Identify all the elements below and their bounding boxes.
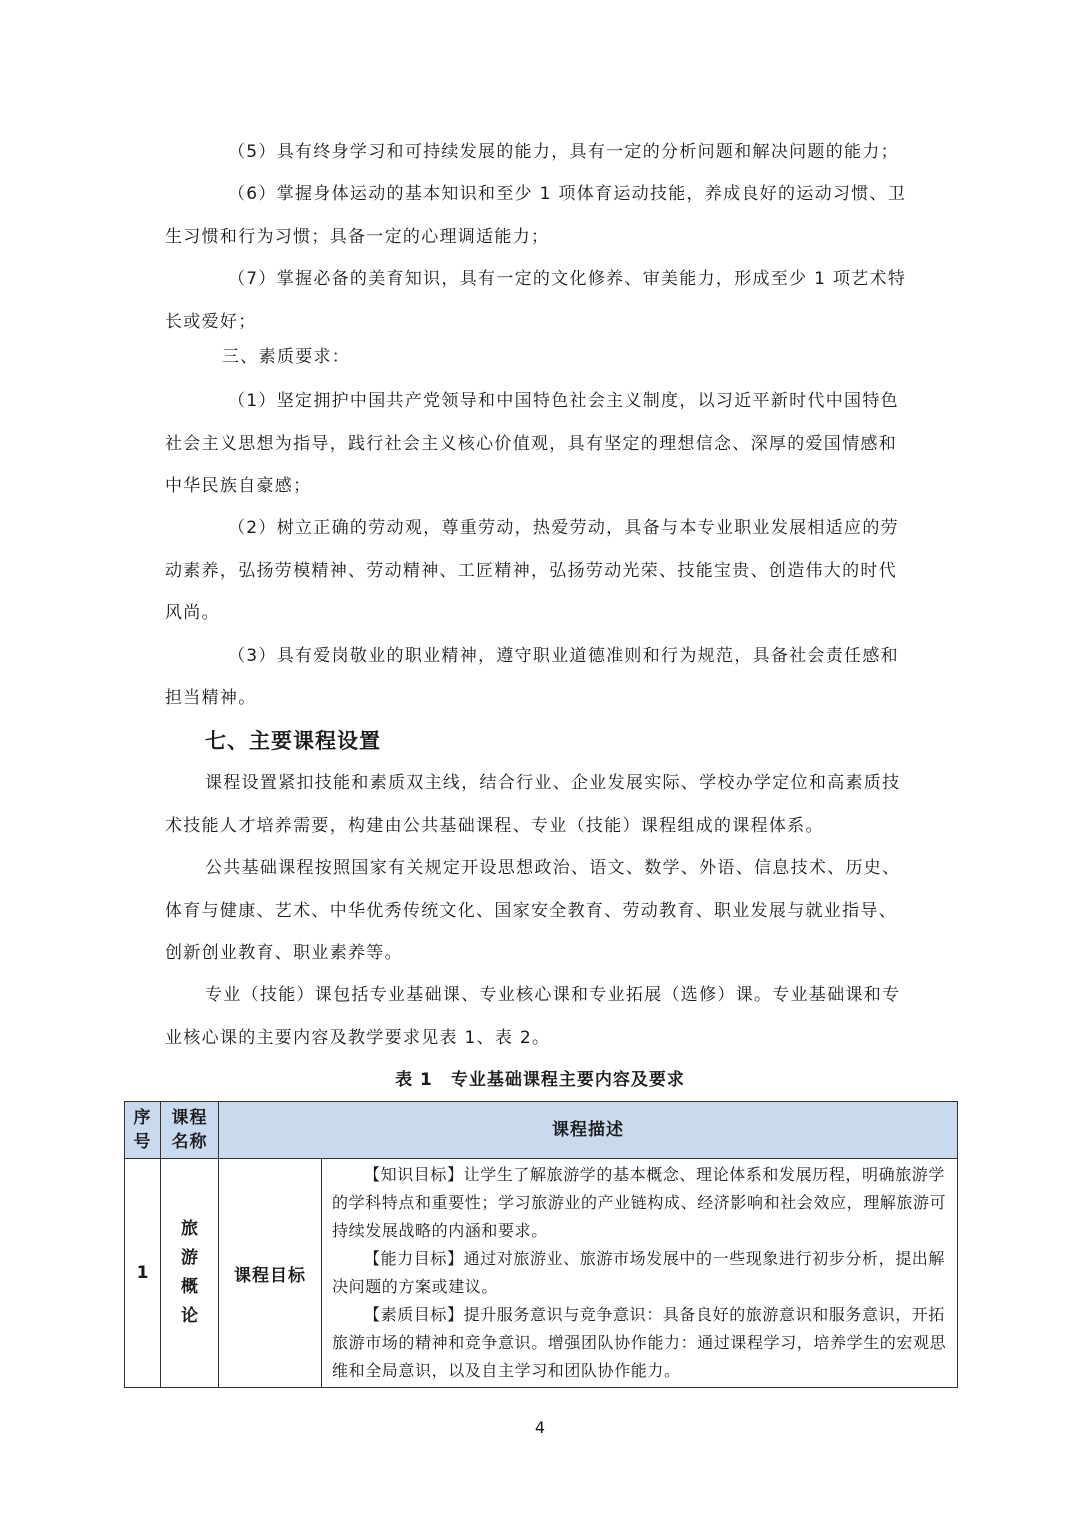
body-line: （3）具有爱岗敬业的职业精神，遵守职业道德准则和行为规范，具备社会责任感和 xyxy=(228,646,899,666)
body-line: 中华民族自豪感； xyxy=(165,476,312,496)
header-name-line1: 课程 xyxy=(171,1108,208,1128)
body-line: 风尚。 xyxy=(165,603,220,623)
body-line: 生习惯和行为习惯；具备一定的心理调适能力； xyxy=(165,227,550,247)
body-line: （1）坚定拥护中国共产党领导和中国特色社会主义制度，以习近平新时代中国特色 xyxy=(228,391,899,411)
header-seq-line2: 号 xyxy=(133,1132,152,1152)
row-label: 课程目标 xyxy=(219,1159,322,1388)
table-caption: 表 1 专业基础课程主要内容及要求 xyxy=(395,1070,685,1090)
body-line: （2）树立正确的劳动观，尊重劳动，热爱劳动，具备与本专业职业发展相适应的劳 xyxy=(228,518,899,538)
row-seq: 1 xyxy=(125,1159,161,1388)
quality-objective: 【素质目标】提升服务意识与竞争意识：具备良好的旅游意识和服务意识，开拓旅游市场的精神和竞争意识。增强团队协作能力：通过课程学习，培养学生的宏观思维和全局意识，以及自主学习和团队协作能力。 xyxy=(332,1305,947,1380)
body-line: 长或爱好； xyxy=(165,312,257,332)
knowledge-objective: 【知识目标】让学生了解旅游学的基本概念、理论体系和发展历程，明确旅游学的学科特点和重要性；学习旅游业的产业链构成、经济影响和社会效应，理解旅游可持续发展战略的内涵和要求。 xyxy=(332,1165,947,1240)
body-line: 术技能人才培养需要，构建由公共基础课程、专业（技能）课程组成的课程体系。 xyxy=(165,816,824,836)
section-heading: 七、主要课程设置 xyxy=(205,729,381,753)
row-course-name xyxy=(161,1159,219,1388)
body-line: 公共基础课程按照国家有关规定开设思想政治、语文、数学、外语、信息技术、历史、 xyxy=(205,858,901,878)
body-line: 体育与健康、艺术、中华优秀传统文化、国家安全教育、劳动教育、职业发展与就业指导、 xyxy=(165,901,897,921)
header-course-name xyxy=(161,1102,219,1159)
body-line: （5）具有终身学习和可持续发展的能力，具有一定的分析问题和解决问题的能力； xyxy=(228,142,899,162)
body-line: 业核心课的主要内容及教学要求见表 1、表 2。 xyxy=(165,1028,551,1048)
header-name-line2: 名称 xyxy=(171,1132,208,1152)
body-line: （6）掌握身体运动的基本知识和至少 1 项体育运动技能，养成良好的运动习惯、卫 xyxy=(228,184,907,204)
body-line: 创新创业教育、职业素养等。 xyxy=(165,943,403,963)
header-seq xyxy=(125,1102,161,1159)
row-description xyxy=(322,1159,958,1388)
course-name-char: 论 xyxy=(181,1306,198,1326)
body-line: 社会主义思想为指导，践行社会主义核心价值观，具有坚定的理想信念、深厚的爱国情感和 xyxy=(165,434,897,454)
course-name-char: 游 xyxy=(181,1248,198,1268)
body-line: 专业（技能）课包括专业基础课、专业核心课和专业拓展（选修）课。专业基础课和专 xyxy=(205,985,901,1005)
body-line: （7）掌握必备的美育知识，具有一定的文化修养、审美能力，形成至少 1 项艺术特 xyxy=(228,269,907,289)
header-seq-line1: 序 xyxy=(133,1108,152,1128)
course-name-char: 概 xyxy=(181,1277,198,1297)
header-description: 课程描述 xyxy=(219,1102,958,1159)
ability-objective: 【能力目标】通过对旅游业、旅游市场发展中的一些现象进行初步分析，提出解决问题的方案或建议。 xyxy=(332,1249,946,1296)
subsection-heading: 三、素质要求： xyxy=(222,347,351,367)
course-name-char: 旅 xyxy=(181,1219,198,1239)
page-number: 4 xyxy=(534,1418,546,1437)
body-line: 课程设置紧扣技能和素质双主线，结合行业、企业发展实际、学校办学定位和高素质技 xyxy=(205,773,901,793)
body-line: 担当精神。 xyxy=(165,688,257,708)
table-row xyxy=(125,1159,958,1388)
body-line: 动素养，弘扬劳模精神、劳动精神、工匠精神，弘扬劳动光荣、技能宝贵、创造伟大的时代 xyxy=(165,561,897,581)
table-header-row xyxy=(125,1102,958,1159)
course-table xyxy=(124,1101,958,1388)
